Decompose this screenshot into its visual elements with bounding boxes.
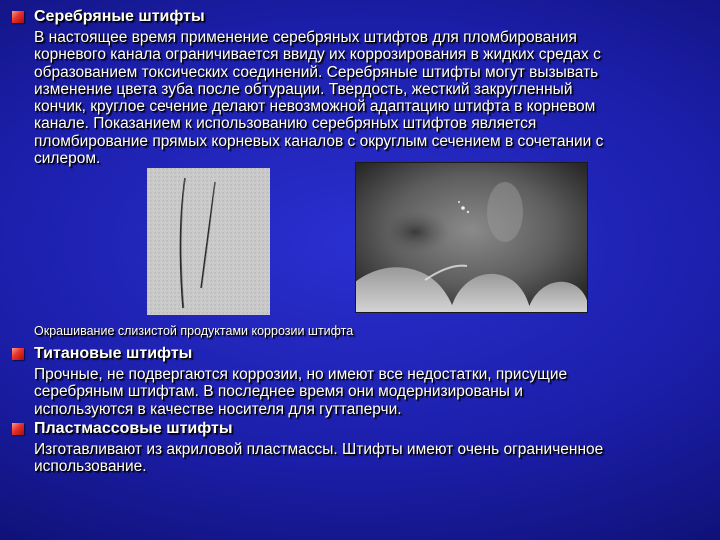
section-silver-body [34, 29, 704, 167]
bullet-icon [12, 348, 24, 360]
body-line: образованием токсических соединений. Серебряные штифты могут вызывать [34, 63, 599, 81]
section-titanium-heading-row [12, 345, 192, 363]
section-silver-heading-row [12, 8, 205, 26]
section-heading: Серебряные штифты [34, 8, 205, 25]
silver-posts-photo [147, 168, 270, 315]
body-line: В настоящее время применение серебряных штифтов для пломбирования [34, 29, 577, 46]
body-line: кончик, круглое сечение делают невозможной адаптацию штифта в корневом [34, 98, 596, 116]
section-heading: Пластмассовые штифты [34, 420, 233, 437]
body-line: пломбирование прямых корневых каналов с округлым сечением в сочетании с [34, 132, 604, 150]
bullet-icon [12, 423, 24, 435]
body-line: используются в качестве носителя для гуттаперчи. [34, 400, 402, 418]
body-line: использование. [34, 458, 147, 476]
body-line: канале. Показанием к использованию серебряных штифтов является [34, 115, 537, 133]
bullet-icon [12, 11, 24, 23]
section-plastic-heading-row [12, 420, 233, 438]
body-line: Прочные, не подвергаются коррозии, но имеют все недостатки, присущие [34, 366, 568, 383]
mucosa-corrosion-photo [355, 162, 588, 313]
section-heading: Титановые штифты [34, 345, 193, 362]
body-line: Изготавливают из акриловой пластмассы. Штифты имеют очень ограниченное [34, 441, 604, 458]
photo-caption: Окрашивание слизистой продуктами коррозии штифта [34, 324, 354, 338]
section-titanium-body [34, 366, 704, 418]
body-line: серебряным штифтам. В последнее время они модернизированы и [34, 383, 523, 401]
body-line: изменение цвета зуба после обтурации. Твердость, жесткий закругленный [34, 80, 573, 98]
section-plastic-body [34, 441, 704, 476]
body-line: силером. [34, 150, 101, 168]
body-line: корневого канала ограничивается ввиду их коррозирования в жидких средах с [34, 46, 601, 64]
